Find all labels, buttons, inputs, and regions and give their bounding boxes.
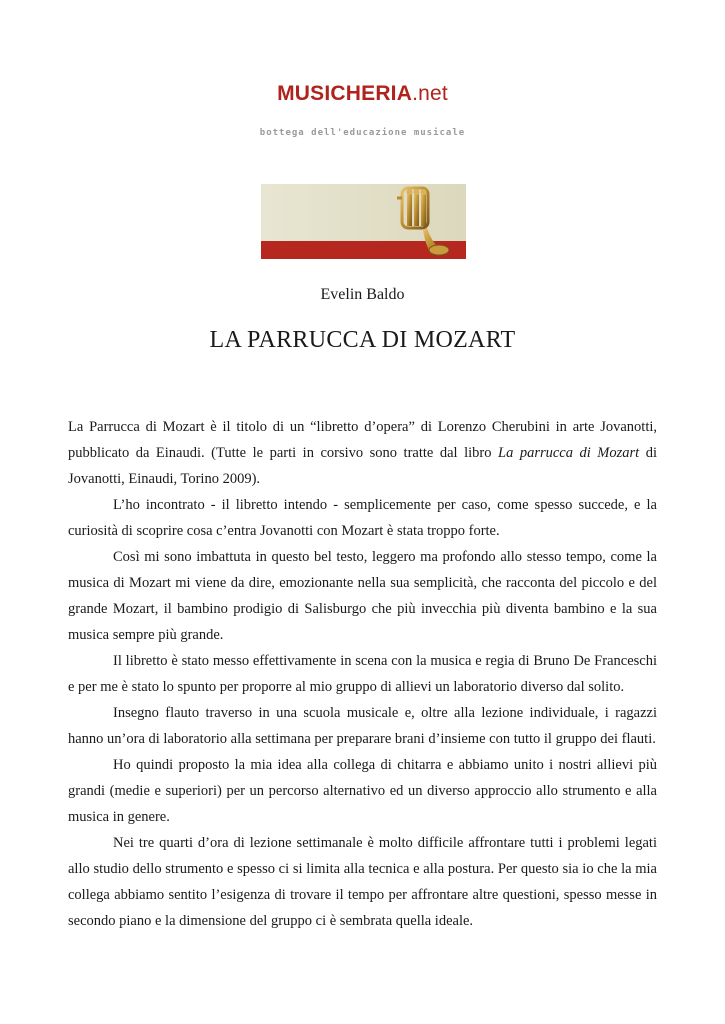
site-tagline: bottega dell'educazione musicale: [259, 128, 466, 138]
header-banner: [261, 184, 466, 259]
logo-brand: MUSICHERIA: [277, 82, 413, 105]
logo-tld: .net: [412, 82, 448, 105]
book-title-italic: La parrucca di Mozart: [498, 445, 640, 461]
paragraph: La Parrucca di Mozart è il titolo di un “libretto d’opera” di Lorenzo Cherubini in arte Jovanotti, pubblicato da Einaudi. (Tutte le parti in corsivo sono tratte dal libro La parrucca di Mozart di Jovanotti, Einaudi, Torino 2009).: [68, 419, 657, 487]
site-logo: [0, 82, 725, 106]
paragraph: Insegno flauto traverso in una scuola musicale e, oltre alla lezione individuale, i ragazzi hanno un’ora di laboratorio alla settimana per preparare brani d’insieme con tutto il gruppo dei flauti.: [68, 705, 657, 747]
author-name: Evelin Baldo: [320, 286, 405, 303]
paragraph: Ho quindi proposto la mia idea alla collega di chitarra e abbiamo unito i nostri allievi più grandi (medie e superiori) per un percorso alternativo ed un diverso approccio allo strumento e alla musica in genere.: [68, 757, 657, 825]
trumpet-icon: [261, 184, 466, 259]
paragraph: Così mi sono imbattuta in questo bel testo, leggero ma profondo allo stesso tempo, come la musica di Mozart mi viene da dire, emozionante nella sua semplicità, che racconta del piccolo e del grande Mozart, il bambino prodigio di Salisburgo che più invecchia più diventa bambino e la sua musica sempre più grande.: [68, 549, 657, 643]
paragraph: Nei tre quarti d’ora di lezione settimanale è molto difficile affrontare tutti i problemi legati allo studio dello strumento e spesso ci si limita alla tecnica e alla postura. Per questo sia io che la mia collega abbiamo sentito l’esigenza di trovare il tempo per affrontare altre questioni, spesso messe in secondo piano e la dimensione del gruppo ci è sembrata quella ideale.: [68, 835, 657, 929]
paragraph: Il libretto è stato messo effettivamente in scena con la musica e regia di Bruno De Franceschi e per me è stato lo spunto per proporre al mio gruppo di allievi un laboratorio diverso dal solito.: [68, 653, 657, 695]
paragraph: L’ho incontrato - il libretto intendo - semplicemente per caso, come spesso succede, e la curiosità di scoprire cosa c’entra Jovanotti con Mozart è stata troppo forte.: [68, 497, 657, 539]
article-title: LA PARRUCCA DI MOZART: [209, 327, 516, 353]
article-body: [68, 414, 657, 934]
